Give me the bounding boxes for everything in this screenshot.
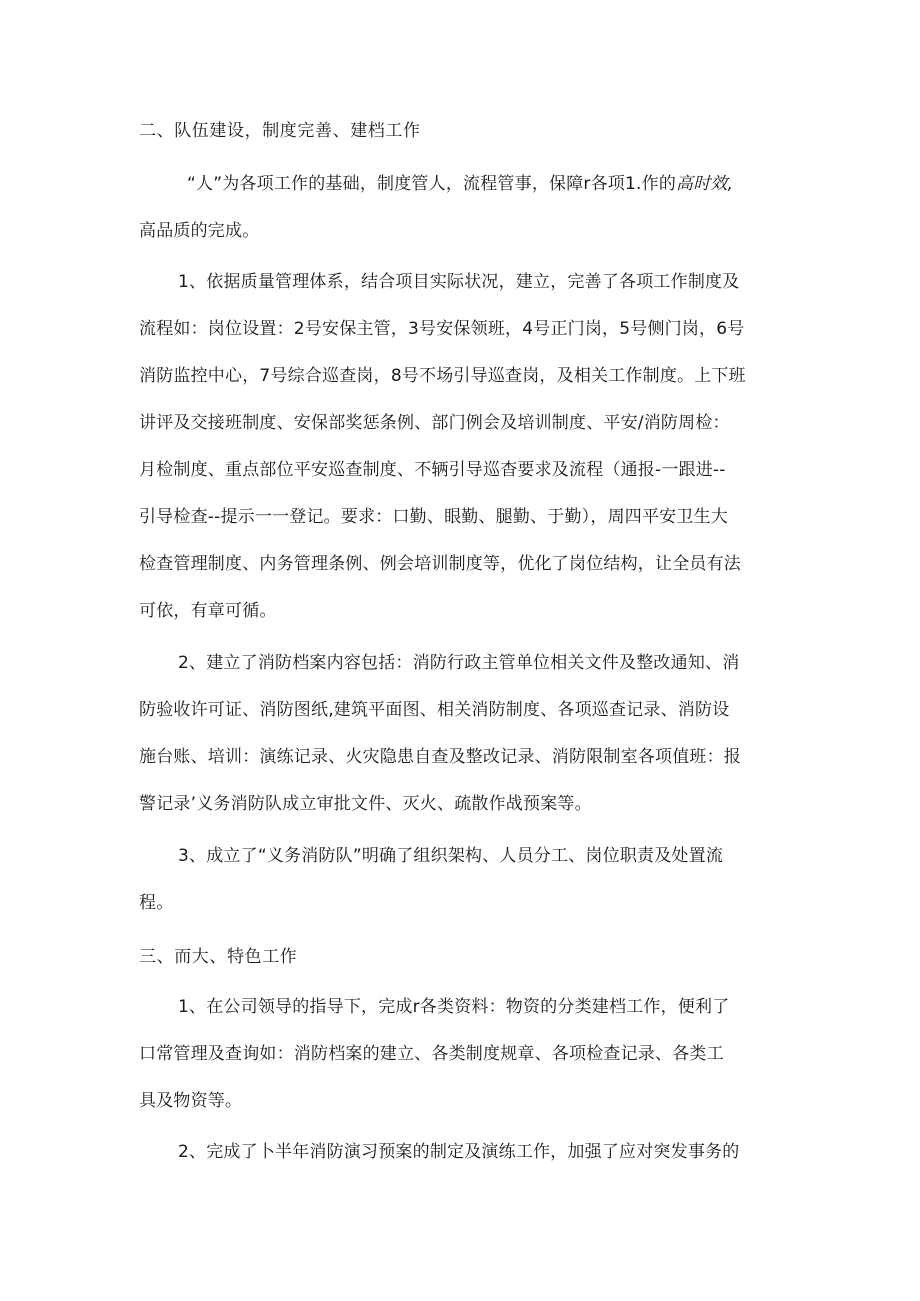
paragraph-line: 2、完成了卜半年消防演习预案的制定及演练工作，加强了应对突发事务的 — [178, 1142, 740, 1162]
paragraph-line: 程。 — [139, 893, 174, 913]
paragraph-line — [187, 173, 733, 195]
section-heading: 二、队伍建设，制度完善、建档工作 — [139, 121, 421, 141]
paragraph-line: 防验收许可证、消防图纸,建筑平面图、相关消防制度、各项巡查记录、消防设 — [139, 700, 730, 720]
paragraph-line: 2、建立了消防档案内容包括：消防行政主管单位相关文件及整改通知、消 — [178, 653, 740, 673]
paragraph-line: 月检制度、重点部位平安巡查制度、不辆引导巡杳要求及流程（通报-一跟进-- — [139, 460, 726, 480]
paragraph-line: 施台账、培训：演练记录、火灾隐患自查及整改记录、消防限制室各项值班：报 — [139, 747, 741, 767]
paragraph-text: “人”为各项工作的基础，制度管人，流程管事，保障r各项1.作的 — [187, 174, 677, 194]
paragraph-line: 流程如：岗位设置：2号安保主管，3号安保领班，4号正门岗，5号侧门岗，6号 — [139, 319, 745, 339]
paragraph-line: 讲评及交接班制度、安保部奖惩条例、部门例会及培训制度、平安/消防周检： — [139, 413, 730, 433]
paragraph-line: 检查管理制度、内务管理条例、例会培训制度等，优化了岗位结构，让全员有法 — [139, 554, 741, 574]
paragraph-line: 3、成立了“义务消防队”明确了组织架构、人员分工、岗位职责及处置流 — [178, 846, 724, 866]
section-heading: 三、而大、特色工作 — [139, 947, 298, 967]
paragraph-line: 消防监控中心，7号综合巡查岗，8号不场引导巡查岗，及相关工作制度。上下班 — [139, 366, 746, 386]
paragraph-line: 可依，有章可循。 — [139, 601, 277, 621]
paragraph-line: 具及物资等。 — [139, 1091, 243, 1111]
paragraph-line: 警记录’义务消防队成立审批文件、灭火、疏散作战预案等。 — [139, 794, 592, 814]
paragraph-line: 1、依据质量管理体系，结合项目实际状况，建立，完善了各项工作制度及 — [178, 272, 740, 292]
italic-text: 高时效, — [676, 174, 734, 194]
paragraph-line: 引导检查--提示一一登记。要求：口勤、眼勤、腿勤、于勤），周四平安卫生大 — [139, 507, 728, 527]
paragraph-line: 高品质的完成。 — [139, 221, 260, 241]
paragraph-line: 口常管理及查询如：消防档案的建立、各类制度规章、各项检查记录、各类工 — [139, 1044, 724, 1064]
paragraph-line: 1、在公司领导的指导下，完成r各类资料：物资的分类建档工作，便利了 — [178, 997, 730, 1017]
